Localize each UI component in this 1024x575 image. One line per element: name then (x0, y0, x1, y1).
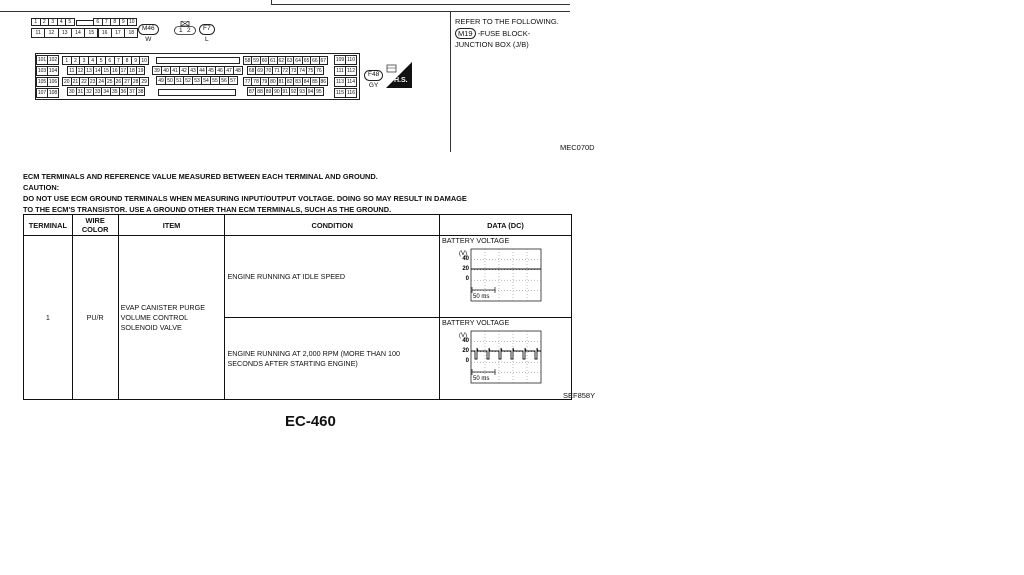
pin-70: 70 (265, 67, 272, 74)
graph-unit: (V) (459, 251, 467, 257)
connector-color: L (204, 35, 209, 43)
terminal-cell: 1 (24, 236, 73, 400)
data-label: BATTERY VOLTAGE (442, 318, 510, 327)
pin-37: 37 (127, 87, 137, 96)
connector-id: M46 (138, 24, 159, 35)
pin-47: 47 (224, 66, 234, 75)
caution-line-1: DO NOT USE ECM GROUND TERMINALS WHEN MEASURING INPUT/OUTPUT VOLTAGE. DOING SO MAY RESULT IN DAMAGE (23, 194, 467, 203)
pin-23: 23 (88, 77, 98, 86)
pin-32: 32 (84, 87, 94, 96)
table-header-row (24, 215, 572, 236)
pin-31: 31 (76, 87, 86, 96)
pin-62: 62 (278, 57, 285, 64)
pin-93: 93 (299, 88, 305, 95)
pin-82: 82 (286, 78, 293, 85)
data-label: BATTERY VOLTAGE (442, 236, 510, 245)
pin-15: 15 (101, 66, 111, 75)
connector-key (76, 20, 94, 26)
pin-26: 26 (114, 77, 124, 86)
pin-68: 68 (248, 67, 255, 74)
connector-color: W (145, 35, 152, 43)
pin-10: 10 (139, 56, 149, 65)
pin-66: 66 (312, 57, 318, 64)
pin-13: 13 (84, 66, 94, 75)
hs-connector-icon (384, 62, 412, 88)
pin-2: 2 (187, 27, 191, 34)
header-condition: CONDITION (225, 215, 440, 236)
pin-16: 16 (98, 28, 112, 38)
pin-83: 83 (295, 78, 301, 85)
pin-103: 103 (37, 68, 47, 74)
data-cell (440, 318, 572, 400)
ecm-latch-0 (156, 57, 240, 64)
hs-badge (384, 62, 412, 93)
pin-78: 78 (253, 78, 259, 85)
item-cell (118, 236, 225, 400)
pin-9: 9 (119, 18, 129, 26)
pin-101: 101 (37, 57, 47, 63)
pin-1: 1 (62, 56, 72, 65)
item-text: EVAP CANISTER PURGE VOLUME CONTROL SOLENOID VALVE (120, 302, 205, 332)
pin-12: 12 (76, 66, 86, 75)
pin-14: 14 (93, 66, 103, 75)
graph-unit: (V) (459, 333, 467, 339)
pin-16: 16 (110, 66, 120, 75)
header-item: ITEM (118, 215, 225, 236)
terminal-table (23, 214, 572, 400)
pin-40: 40 (161, 66, 171, 75)
connector-f7-label (199, 24, 215, 43)
ecm-connector (35, 53, 360, 100)
pin-14: 14 (71, 28, 85, 38)
pin-33: 33 (93, 87, 103, 96)
connector-id: F7 (199, 24, 215, 35)
connector-f48-label (364, 70, 383, 89)
pin-87: 87 (248, 88, 255, 95)
condition-cell: ENGINE RUNNING AT IDLE SPEED (225, 236, 440, 318)
pin-49: 49 (156, 76, 166, 85)
pin-36: 36 (119, 87, 129, 96)
pin-109: 109 (335, 57, 345, 63)
refer-line-2 (455, 28, 559, 40)
condition-cell (225, 318, 440, 400)
pin-39: 39 (152, 66, 162, 75)
pin-67: 67 (320, 57, 327, 64)
pin-106: 106 (48, 79, 58, 85)
data-cell (440, 236, 572, 318)
pin-60: 60 (261, 57, 268, 64)
pin-42: 42 (179, 66, 189, 75)
refer-fuse-block: -FUSE BLOCK- (477, 28, 531, 38)
pin-18: 18 (124, 28, 138, 38)
refer-note (455, 16, 559, 51)
pin-46: 46 (215, 66, 225, 75)
pin-58: 58 (244, 57, 251, 64)
pin-13: 13 (58, 28, 72, 38)
pin-61: 61 (270, 57, 276, 64)
condition-text: ENGINE RUNNING AT 2,000 RPM (MORE THAN 100 SECONDS AFTER STARTING ENGINE) (227, 348, 401, 368)
pin-28: 28 (131, 77, 141, 86)
pin-43: 43 (188, 66, 198, 75)
pin-41: 41 (170, 66, 180, 75)
pin-5: 5 (96, 56, 106, 65)
pin-10: 10 (128, 19, 135, 25)
pin-19: 19 (136, 66, 146, 75)
pin-48: 48 (233, 66, 243, 75)
tick-label: 40 (462, 338, 469, 344)
pin-30: 30 (67, 87, 77, 96)
pin-72: 72 (282, 67, 289, 74)
pin-52: 52 (183, 76, 193, 85)
pin-105: 105 (37, 79, 47, 85)
pin-24: 24 (96, 77, 106, 86)
time-label: 50 ms (473, 294, 490, 300)
waveform-idle-graph (458, 245, 558, 311)
pin-59: 59 (253, 57, 259, 64)
pin-110: 110 (345, 55, 357, 65)
pin-73: 73 (290, 67, 297, 74)
pin-74: 74 (299, 67, 305, 74)
pin-75: 75 (307, 67, 314, 74)
pin-79: 79 (261, 78, 268, 85)
connector-2pin (174, 21, 196, 40)
pin-7: 7 (114, 56, 124, 65)
pin-56: 56 (219, 76, 229, 85)
pin-85: 85 (312, 78, 318, 85)
pin-108: 108 (48, 90, 58, 96)
pin-12: 12 (44, 28, 58, 38)
caution-label: CAUTION: (23, 183, 60, 192)
pin-11: 11 (67, 66, 77, 75)
pin-3: 3 (48, 18, 58, 26)
pin-38: 38 (136, 87, 146, 96)
pin-11: 11 (31, 28, 45, 38)
header-terminal: TERMINAL (24, 215, 73, 236)
hs-label: H.S. (394, 77, 408, 84)
pin-4: 4 (57, 18, 67, 26)
connector-id: F48 (364, 70, 383, 81)
connector-m46-label (138, 24, 159, 43)
connector-2pin-icon (174, 21, 196, 35)
pin-15: 15 (84, 28, 98, 38)
refer-line-1: REFER TO THE FOLLOWING. (455, 17, 559, 26)
pin-71: 71 (274, 67, 280, 74)
refer-connector: M19 (455, 28, 476, 39)
signal-line (471, 348, 541, 359)
header-rule (0, 11, 570, 12)
pin-4: 4 (88, 56, 98, 65)
pin-21: 21 (71, 77, 81, 86)
tick-label: 0 (465, 358, 469, 364)
header-box-bottom (271, 4, 570, 5)
connector-color: GY (368, 81, 379, 89)
pin-53: 53 (192, 76, 202, 85)
pin-57: 57 (228, 76, 238, 85)
pin-54: 54 (201, 76, 211, 85)
pin-18: 18 (127, 66, 137, 75)
pin-3: 3 (79, 56, 89, 65)
header-wire-color: WIRE COLOR (72, 215, 118, 236)
pin-8: 8 (122, 56, 132, 65)
figure-code-top: MEC070D (560, 143, 595, 152)
tick-label: 40 (462, 256, 469, 262)
pin-5: 5 (65, 18, 75, 26)
pin-115: 115 (334, 88, 346, 98)
intro-line-1: ECM TERMINALS AND REFERENCE VALUE MEASURED BETWEEN EACH TERMINAL AND GROUND. (23, 172, 378, 181)
page-number: EC-460 (285, 413, 336, 430)
pin-25: 25 (105, 77, 115, 86)
pin-113: 113 (334, 77, 346, 87)
pin-89: 89 (265, 88, 272, 95)
pin-63: 63 (286, 57, 293, 64)
pin-22: 22 (79, 77, 89, 86)
pin-2: 2 (71, 56, 81, 65)
pin-35: 35 (110, 87, 120, 96)
wire-color-cell: PU/R (72, 236, 118, 400)
table-row (24, 236, 572, 318)
figure-code-bottom: SEF858Y (563, 391, 596, 400)
waveform-2000rpm (458, 327, 569, 395)
pin-107: 107 (37, 90, 47, 96)
pin-92: 92 (290, 88, 297, 95)
pin-94: 94 (307, 88, 314, 95)
pin-80: 80 (270, 78, 276, 85)
pin-64: 64 (295, 57, 301, 64)
pin-84: 84 (303, 78, 310, 85)
pin-6: 6 (93, 18, 103, 26)
tick-label: 20 (462, 266, 469, 272)
pin-51: 51 (174, 76, 184, 85)
pin-45: 45 (206, 66, 216, 75)
pin-86: 86 (320, 78, 327, 85)
waveform-idle (458, 245, 569, 313)
pin-104: 104 (48, 68, 58, 74)
pin-90: 90 (274, 88, 280, 95)
caution-line-2: TO THE ECM'S TRANSISTOR. USE A GROUND OTHER THAN ECM TERMINALS, SUCH AS THE GROUND. (23, 205, 392, 214)
pin-102: 102 (48, 57, 58, 63)
pin-65: 65 (303, 57, 310, 64)
pin-116: 116 (345, 88, 357, 98)
pin-88: 88 (257, 88, 263, 95)
pin-1: 1 (31, 18, 41, 26)
refer-line-3: JUNCTION BOX (J/B) (455, 40, 529, 50)
pin-44: 44 (197, 66, 207, 75)
pin-50: 50 (165, 76, 175, 85)
pin-112: 112 (345, 66, 357, 76)
pin-6: 6 (105, 56, 115, 65)
pin-81: 81 (278, 78, 285, 85)
pin-91: 91 (282, 88, 289, 95)
tick-label: 0 (465, 276, 469, 282)
pin-1: 1 (179, 27, 183, 34)
pin-77: 77 (244, 78, 251, 85)
pin-95: 95 (316, 88, 322, 95)
pin-55: 55 (210, 76, 220, 85)
time-label: 50 ms (473, 376, 490, 382)
header-data: DATA (DC) (440, 215, 572, 236)
ecm-latch-1 (158, 89, 236, 96)
pin-17: 17 (119, 66, 129, 75)
pin-34: 34 (101, 87, 111, 96)
pin-69: 69 (257, 67, 263, 74)
waveform-2000rpm-graph (458, 327, 558, 393)
pin-17: 17 (111, 28, 125, 38)
pin-7: 7 (102, 18, 112, 26)
pin-29: 29 (139, 77, 149, 86)
tick-label: 20 (462, 348, 469, 354)
pin-8: 8 (110, 18, 120, 26)
diagram-divider (450, 12, 451, 152)
pin-76: 76 (316, 67, 322, 74)
pin-9: 9 (131, 56, 141, 65)
pin-114: 114 (345, 77, 357, 87)
intro-text (23, 171, 467, 215)
pin-2: 2 (40, 18, 50, 26)
pin-20: 20 (62, 77, 72, 86)
pin-27: 27 (122, 77, 132, 86)
pin-111: 111 (334, 66, 346, 76)
